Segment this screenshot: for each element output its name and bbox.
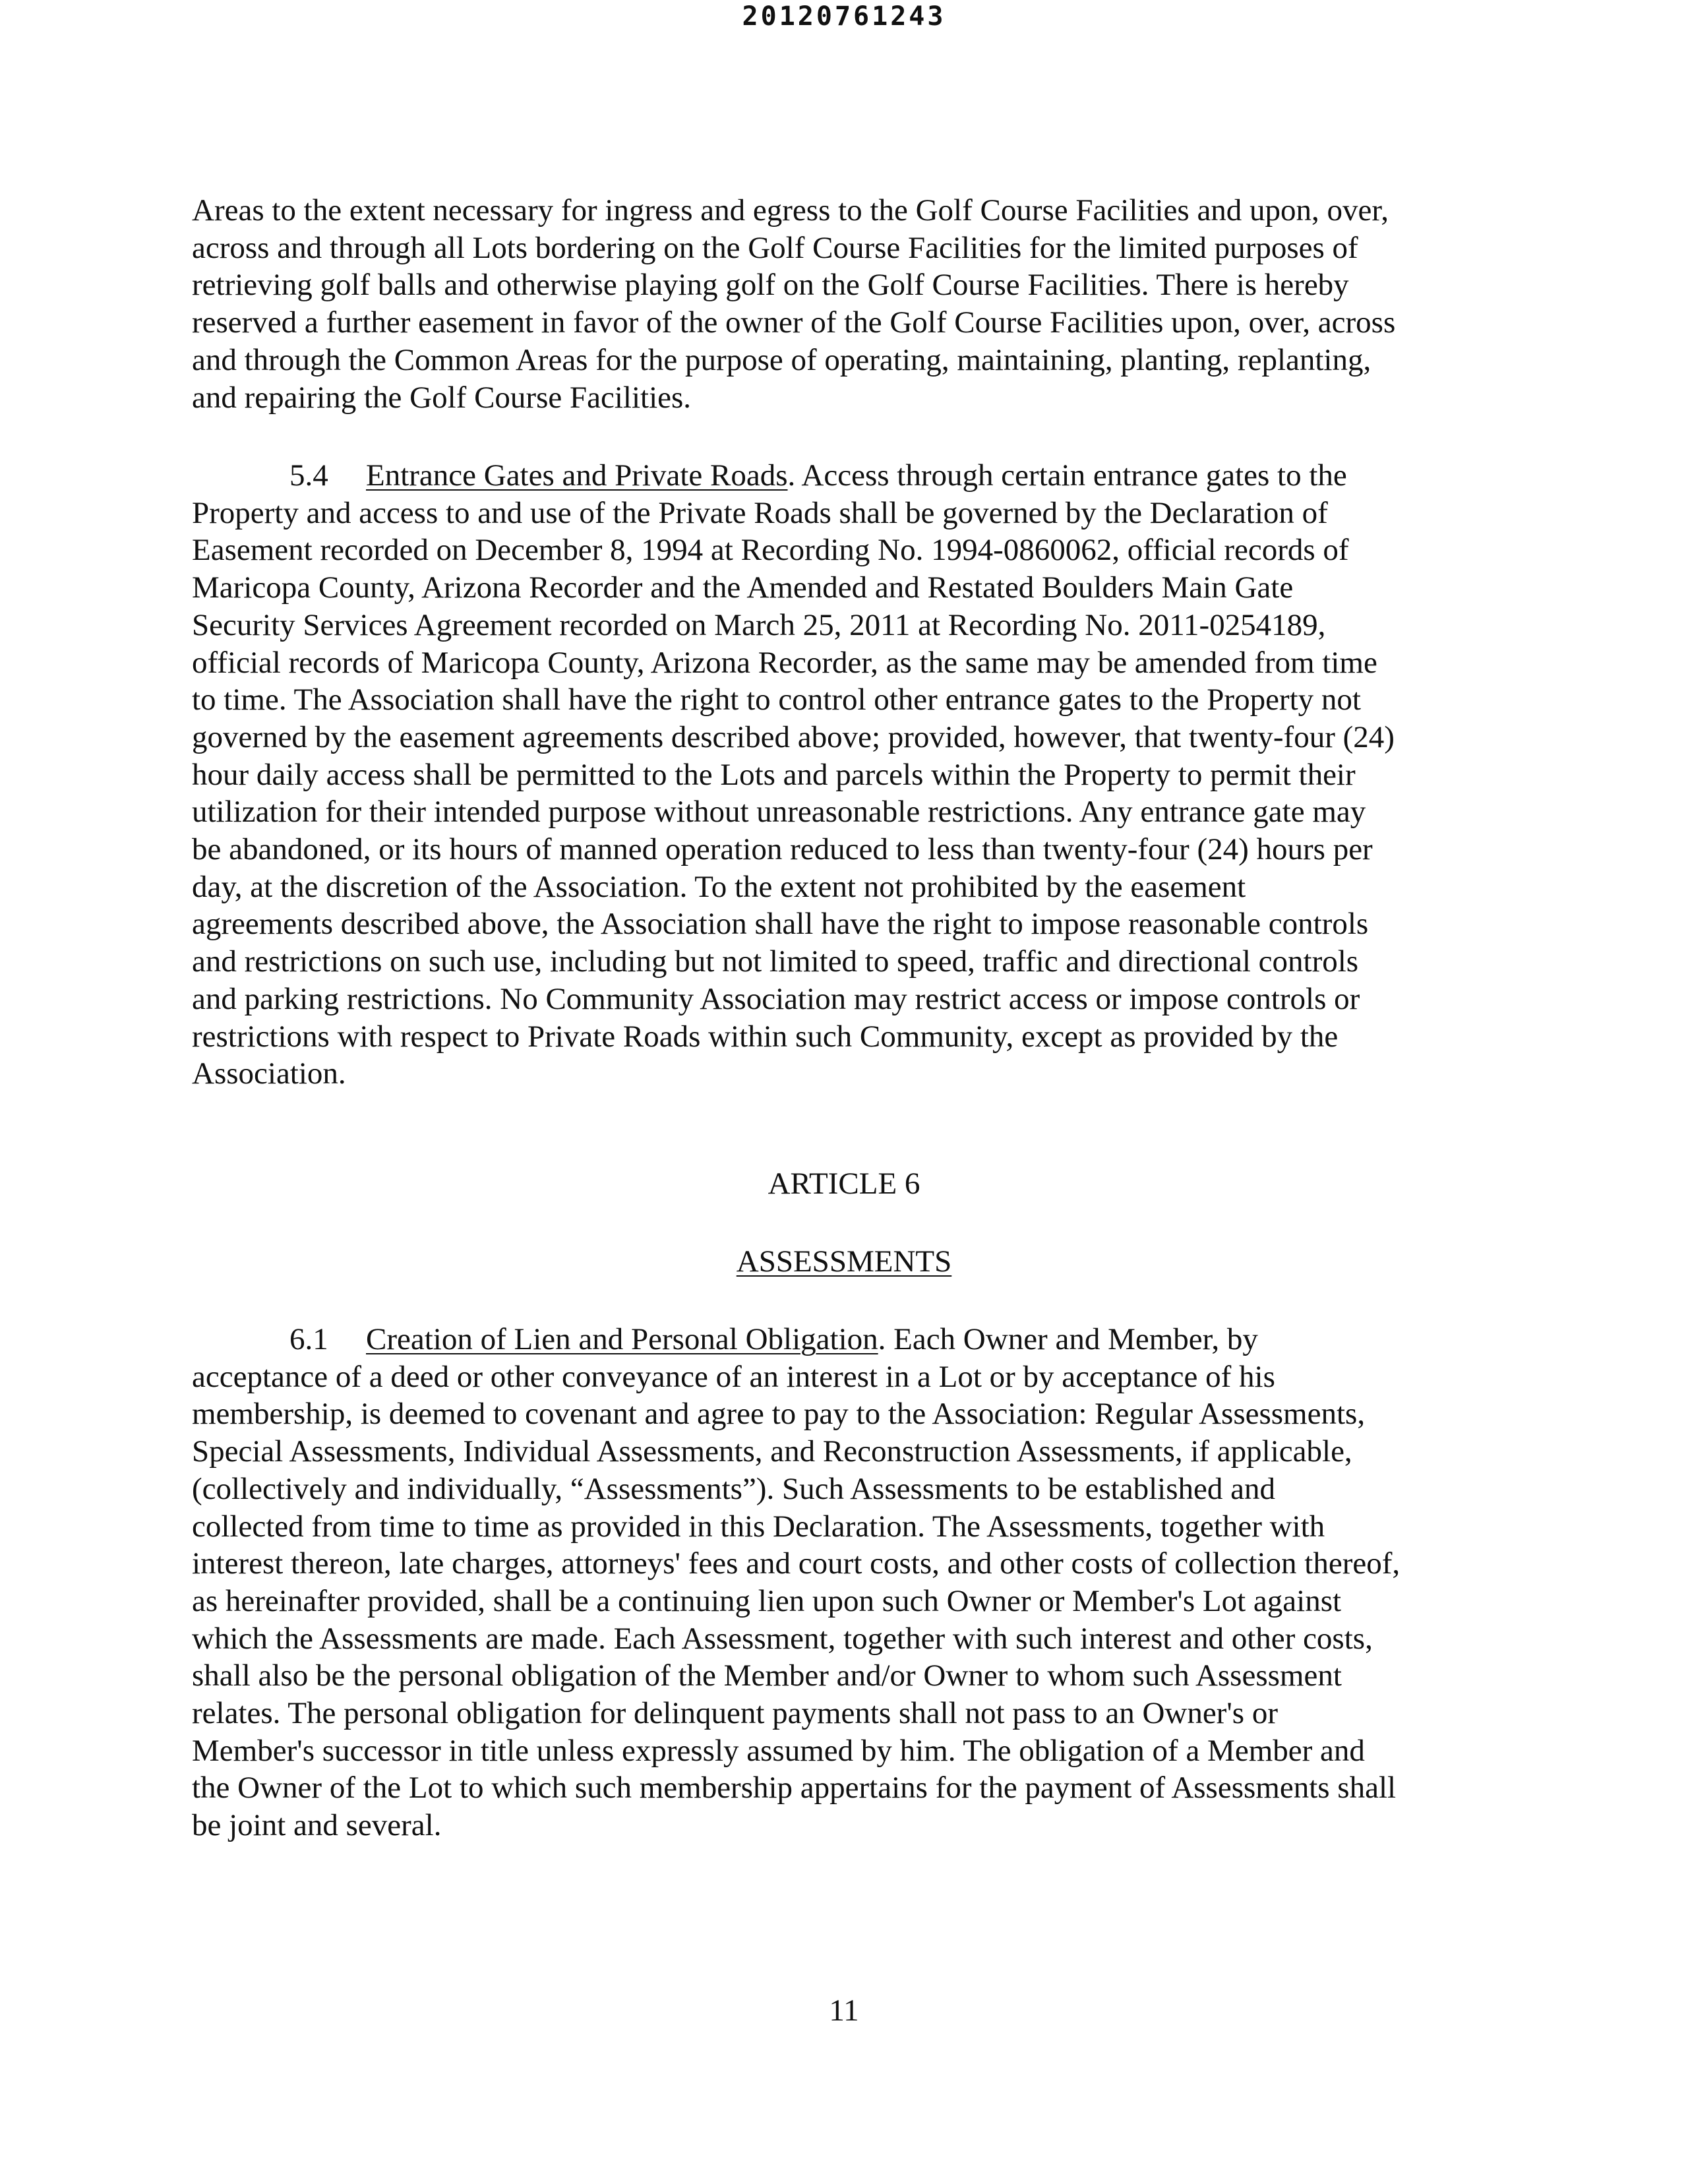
section-6-1 <box>192 1321 1511 1844</box>
text-line: retrieving golf balls and otherwise playing golf on the Golf Course Facilities. There is hereby <box>192 268 1349 303</box>
text-line: agreements described above, the Association shall have the right to impose reasonable controls <box>192 907 1369 942</box>
text-line: acceptance of a deed or other conveyance of an interest in a Lot or by acceptance of his <box>192 1359 1275 1394</box>
text-line: Association. <box>192 1056 346 1091</box>
text-line: the Owner of the Lot to which such membership appertains for the payment of Assessments shall <box>192 1771 1397 1805</box>
text-line: official records of Maricopa County, Arizona Recorder, as the same may be amended from time <box>192 645 1377 680</box>
text-line: utilization for their intended purpose without unreasonable restrictions. Any entrance gate may <box>192 795 1366 830</box>
section-5-3-continued <box>192 192 1511 416</box>
text-line: Special Assessments, Individual Assessments, and Reconstruction Assessments, if applicable, <box>192 1434 1352 1469</box>
section-5-4-first-line <box>192 457 1511 495</box>
text-line: Security Services Agreement recorded on March 25, 2011 at Recording No. 2011-0254189, <box>192 607 1326 642</box>
text-line: relates. The personal obligation for delinquent payments shall not pass to an Owner's or <box>192 1696 1278 1731</box>
text-line: interest thereon, late charges, attorneys' fees and court costs, and other costs of collection thereof, <box>192 1546 1401 1581</box>
section-5-4 <box>192 457 1511 1093</box>
text-line: (collectively and individually, “Assessments”). Such Assessments to be established and <box>192 1471 1275 1506</box>
text-line: Maricopa County, Arizona Recorder and the Amended and Restated Boulders Main Gate <box>192 570 1294 605</box>
text-line: Easement recorded on December 8, 1994 at Recording No. 1994-0860062, official records of <box>192 533 1349 568</box>
text-line: be abandoned, or its hours of manned operation reduced to less than twenty-four (24) hours per <box>192 832 1373 867</box>
text-line: and repairing the Golf Course Facilities. <box>192 380 692 415</box>
section-6-1-first-line <box>192 1321 1511 1358</box>
text-line: restrictions with respect to Private Roads within such Community, except as provided by the <box>192 1019 1339 1054</box>
article-title: ARTICLE 6 <box>768 1167 920 1201</box>
text-line: membership, is deemed to covenant and agree to pay to the Association: Regular Assessments, <box>192 1397 1366 1432</box>
text-fragment: . Each Owner and Member, by <box>878 1322 1258 1356</box>
text-line: to time. The Association shall have the right to control other entrance gates to the Property not <box>192 682 1361 717</box>
text-line: Areas to the extent necessary for ingress and egress to the Golf Course Facilities and upon, over, <box>192 193 1389 228</box>
text-line: be joint and several. <box>192 1808 442 1843</box>
text-line: which the Assessments are made. Each Assessment, together with such interest and other costs, <box>192 1621 1373 1656</box>
text-line: and restrictions on such use, including but not limited to speed, traffic and directional controls <box>192 944 1359 979</box>
article-subtitle <box>0 1244 1688 1279</box>
section-heading: Entrance Gates and Private Roads <box>366 458 788 493</box>
text-line: across and through all Lots bordering on the Golf Course Facilities for the limited purposes of <box>192 230 1358 265</box>
article-subtitle-text: ASSESSMENTS <box>736 1244 952 1279</box>
recording-number: 20120761243 <box>742 1 946 32</box>
page-number: 11 <box>829 1993 859 2028</box>
section-number: 5.4 <box>289 458 328 493</box>
text-line: collected from time to time as provided in this Declaration. The Assessments, together with <box>192 1509 1325 1544</box>
text-fragment: . Access through certain entrance gates to the <box>787 458 1347 493</box>
text-line: shall also be the personal obligation of the Member and/or Owner to whom such Assessment <box>192 1658 1342 1693</box>
section-heading: Creation of Lien and Personal Obligation <box>366 1322 878 1356</box>
text-line: reserved a further easement in favor of the owner of the Golf Course Facilities upon, over, across <box>192 305 1396 340</box>
text-line: and through the Common Areas for the purpose of operating, maintaining, planting, replanting, <box>192 342 1372 377</box>
text-line: hour daily access shall be permitted to the Lots and parcels within the Property to permit their <box>192 757 1356 792</box>
text-line: as hereinafter provided, shall be a continuing lien upon such Owner or Member's Lot against <box>192 1583 1342 1618</box>
text-line: governed by the easement agreements described above; provided, however, that twenty-four (24) <box>192 719 1395 754</box>
text-line: Property and access to and use of the Private Roads shall be governed by the Declaration of <box>192 495 1328 530</box>
text-line: day, at the discretion of the Association. To the extent not prohibited by the easement <box>192 869 1246 904</box>
section-number: 6.1 <box>289 1322 328 1356</box>
text-line: and parking restrictions. No Community Association may restrict access or impose controls or <box>192 981 1360 1016</box>
text-line: Member's successor in title unless expressly assumed by him. The obligation of a Member and <box>192 1733 1365 1768</box>
